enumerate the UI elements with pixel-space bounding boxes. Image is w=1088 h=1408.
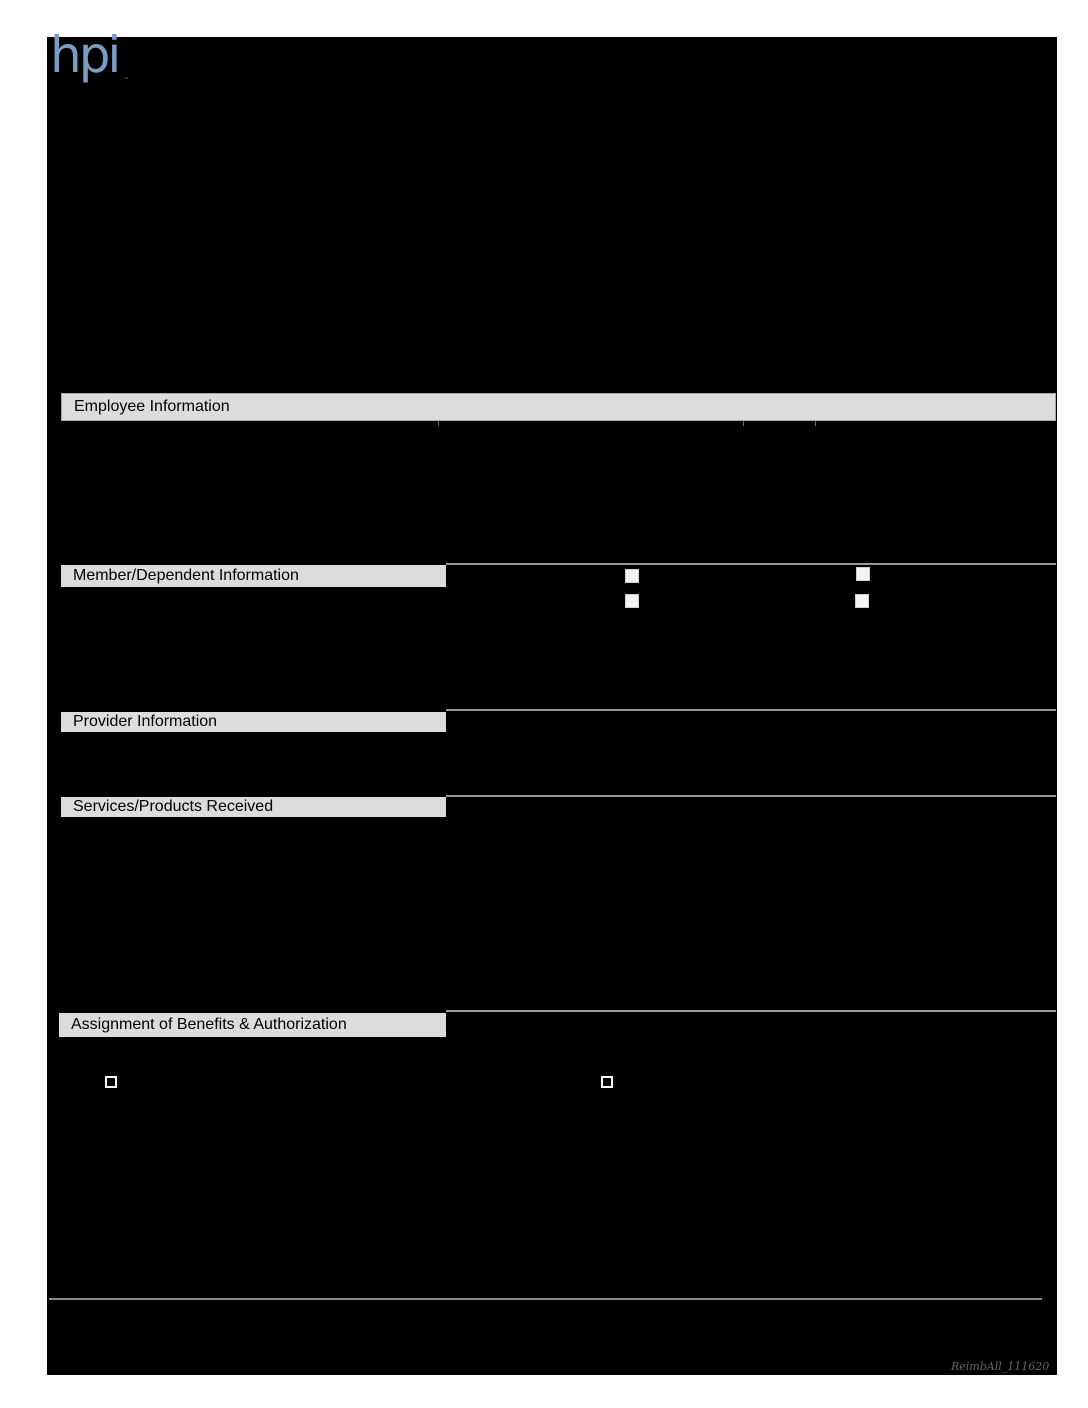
section-rule: [446, 795, 1056, 797]
column-divider: [815, 421, 816, 426]
section-rule: [446, 1010, 1056, 1012]
column-divider: [743, 421, 744, 426]
form-code: ReimbAll_111620: [951, 1360, 1050, 1373]
hpi-logo: hpi: [50, 26, 119, 84]
footer-rule: [49, 1298, 1042, 1300]
assignment-option-checkbox[interactable]: [601, 1076, 613, 1088]
assignment-of-benefits-label: Assignment of Benefits & Authorization: [71, 1016, 347, 1033]
provider-information-header: [61, 712, 446, 732]
member-dependent-information-label: Member/Dependent Information: [73, 567, 299, 584]
services-products-received-label: Services/Products Received: [73, 798, 274, 815]
form-page: [47, 37, 1057, 1375]
logo-trademark: ™: [124, 77, 129, 83]
member-dependent-information-header: [61, 565, 446, 587]
member-option-checkbox[interactable]: [856, 567, 870, 581]
assignment-of-benefits-header: [59, 1013, 446, 1037]
member-option-checkbox[interactable]: [855, 594, 869, 608]
services-products-received-header: [61, 797, 446, 817]
provider-information-label: Provider Information: [73, 713, 218, 730]
employee-information-label: Employee Information: [74, 398, 230, 415]
section-rule: [446, 563, 1056, 565]
employee-information-header: [61, 393, 1056, 421]
member-option-checkbox[interactable]: [625, 594, 639, 608]
column-divider: [438, 421, 439, 426]
member-option-checkbox[interactable]: [625, 569, 639, 583]
section-rule: [446, 709, 1056, 711]
assignment-option-checkbox[interactable]: [105, 1076, 117, 1088]
